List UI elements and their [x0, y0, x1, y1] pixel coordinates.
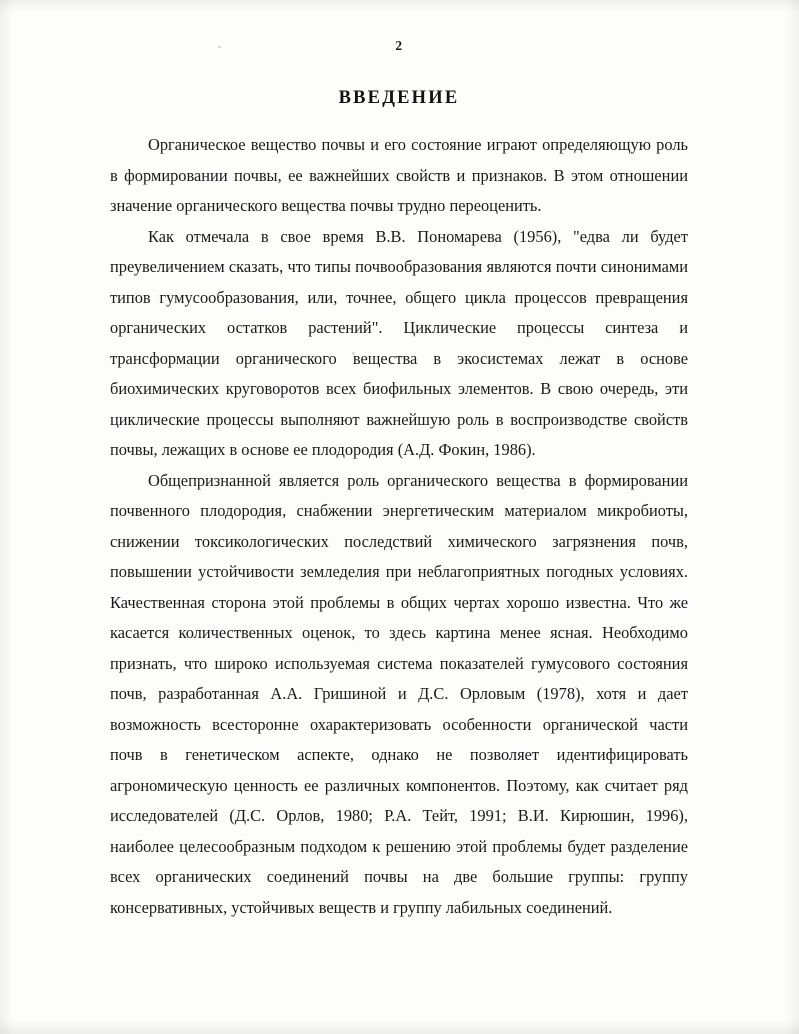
- page-title: ВВЕДЕНИЕ: [338, 88, 460, 108]
- page-edge-shading-bottom: [0, 1020, 799, 1034]
- page-number: 2: [395, 38, 403, 53]
- body-paragraph: Общепризнанной является роль органического вещества в формировании почвенного плодородия, снабжении энергетическим материалом микробиоты, снижении токсикологических последствий химического загрязнения почв, повышении устойчивости земледелия при неблагоприятных погодных условиях. Качественная сторона этой проблемы в общих чертах хорошо известна. Что же касается количественных оценок, то здесь картина менее ясная. Необходимо признать, что широко используемая система показателей гумусового состояния почв, разработанная А.А. Гришиной и Д.С. Орловым (1978), хотя и дает возможность всесторонне охарактеризовать особенности органической части почв в генетическом аспекте, однако не позволяет идентифицировать агрономическую ценность ее различных компонентов. Поэтому, как считает ряд исследователей (Д.С. Орлов, 1980; Р.А. Тейт, 1991; В.И. Кирюшин, 1996), наиболее целесообразным подходом к решению этой проблемы будет разделение всех органических соединений почвы на две большие группы: группу консервативных, устойчивых веществ и группу лабильных соединений.: [110, 470, 688, 917]
- body-paragraph: Как отмечала в свое время В.В. Пономарева (1956), "едва ли будет преувеличением сказать, что типы почвообразования являются почти синонимами типов гумусообразования, или, точнее, общего цикла процессов превращения органических остатков растений". Циклические процессы синтеза и трансформации органического вещества в экосистемах лежат в основе биохимических круговоротов всех биофильных элементов. В свою очередь, эти циклические процессы выполняют важнейшую роль в воспроизводстве свойств почвы, лежащих в основе ее плодородия (А.Д. Фокин, 1986).: [110, 226, 688, 459]
- page-edge-shading-top: [0, 0, 799, 12]
- page-edge-shading-right: [785, 0, 799, 1034]
- page-content: [110, 38, 688, 923]
- body-paragraph: Органическое вещество почвы и его состояние играют определяющую роль в формировании почвы, ее важнейших свойств и признаков. В этом отношении значение органического вещества почвы трудно переоценить.: [110, 135, 688, 215]
- page-edge-shading-left: [0, 0, 14, 1034]
